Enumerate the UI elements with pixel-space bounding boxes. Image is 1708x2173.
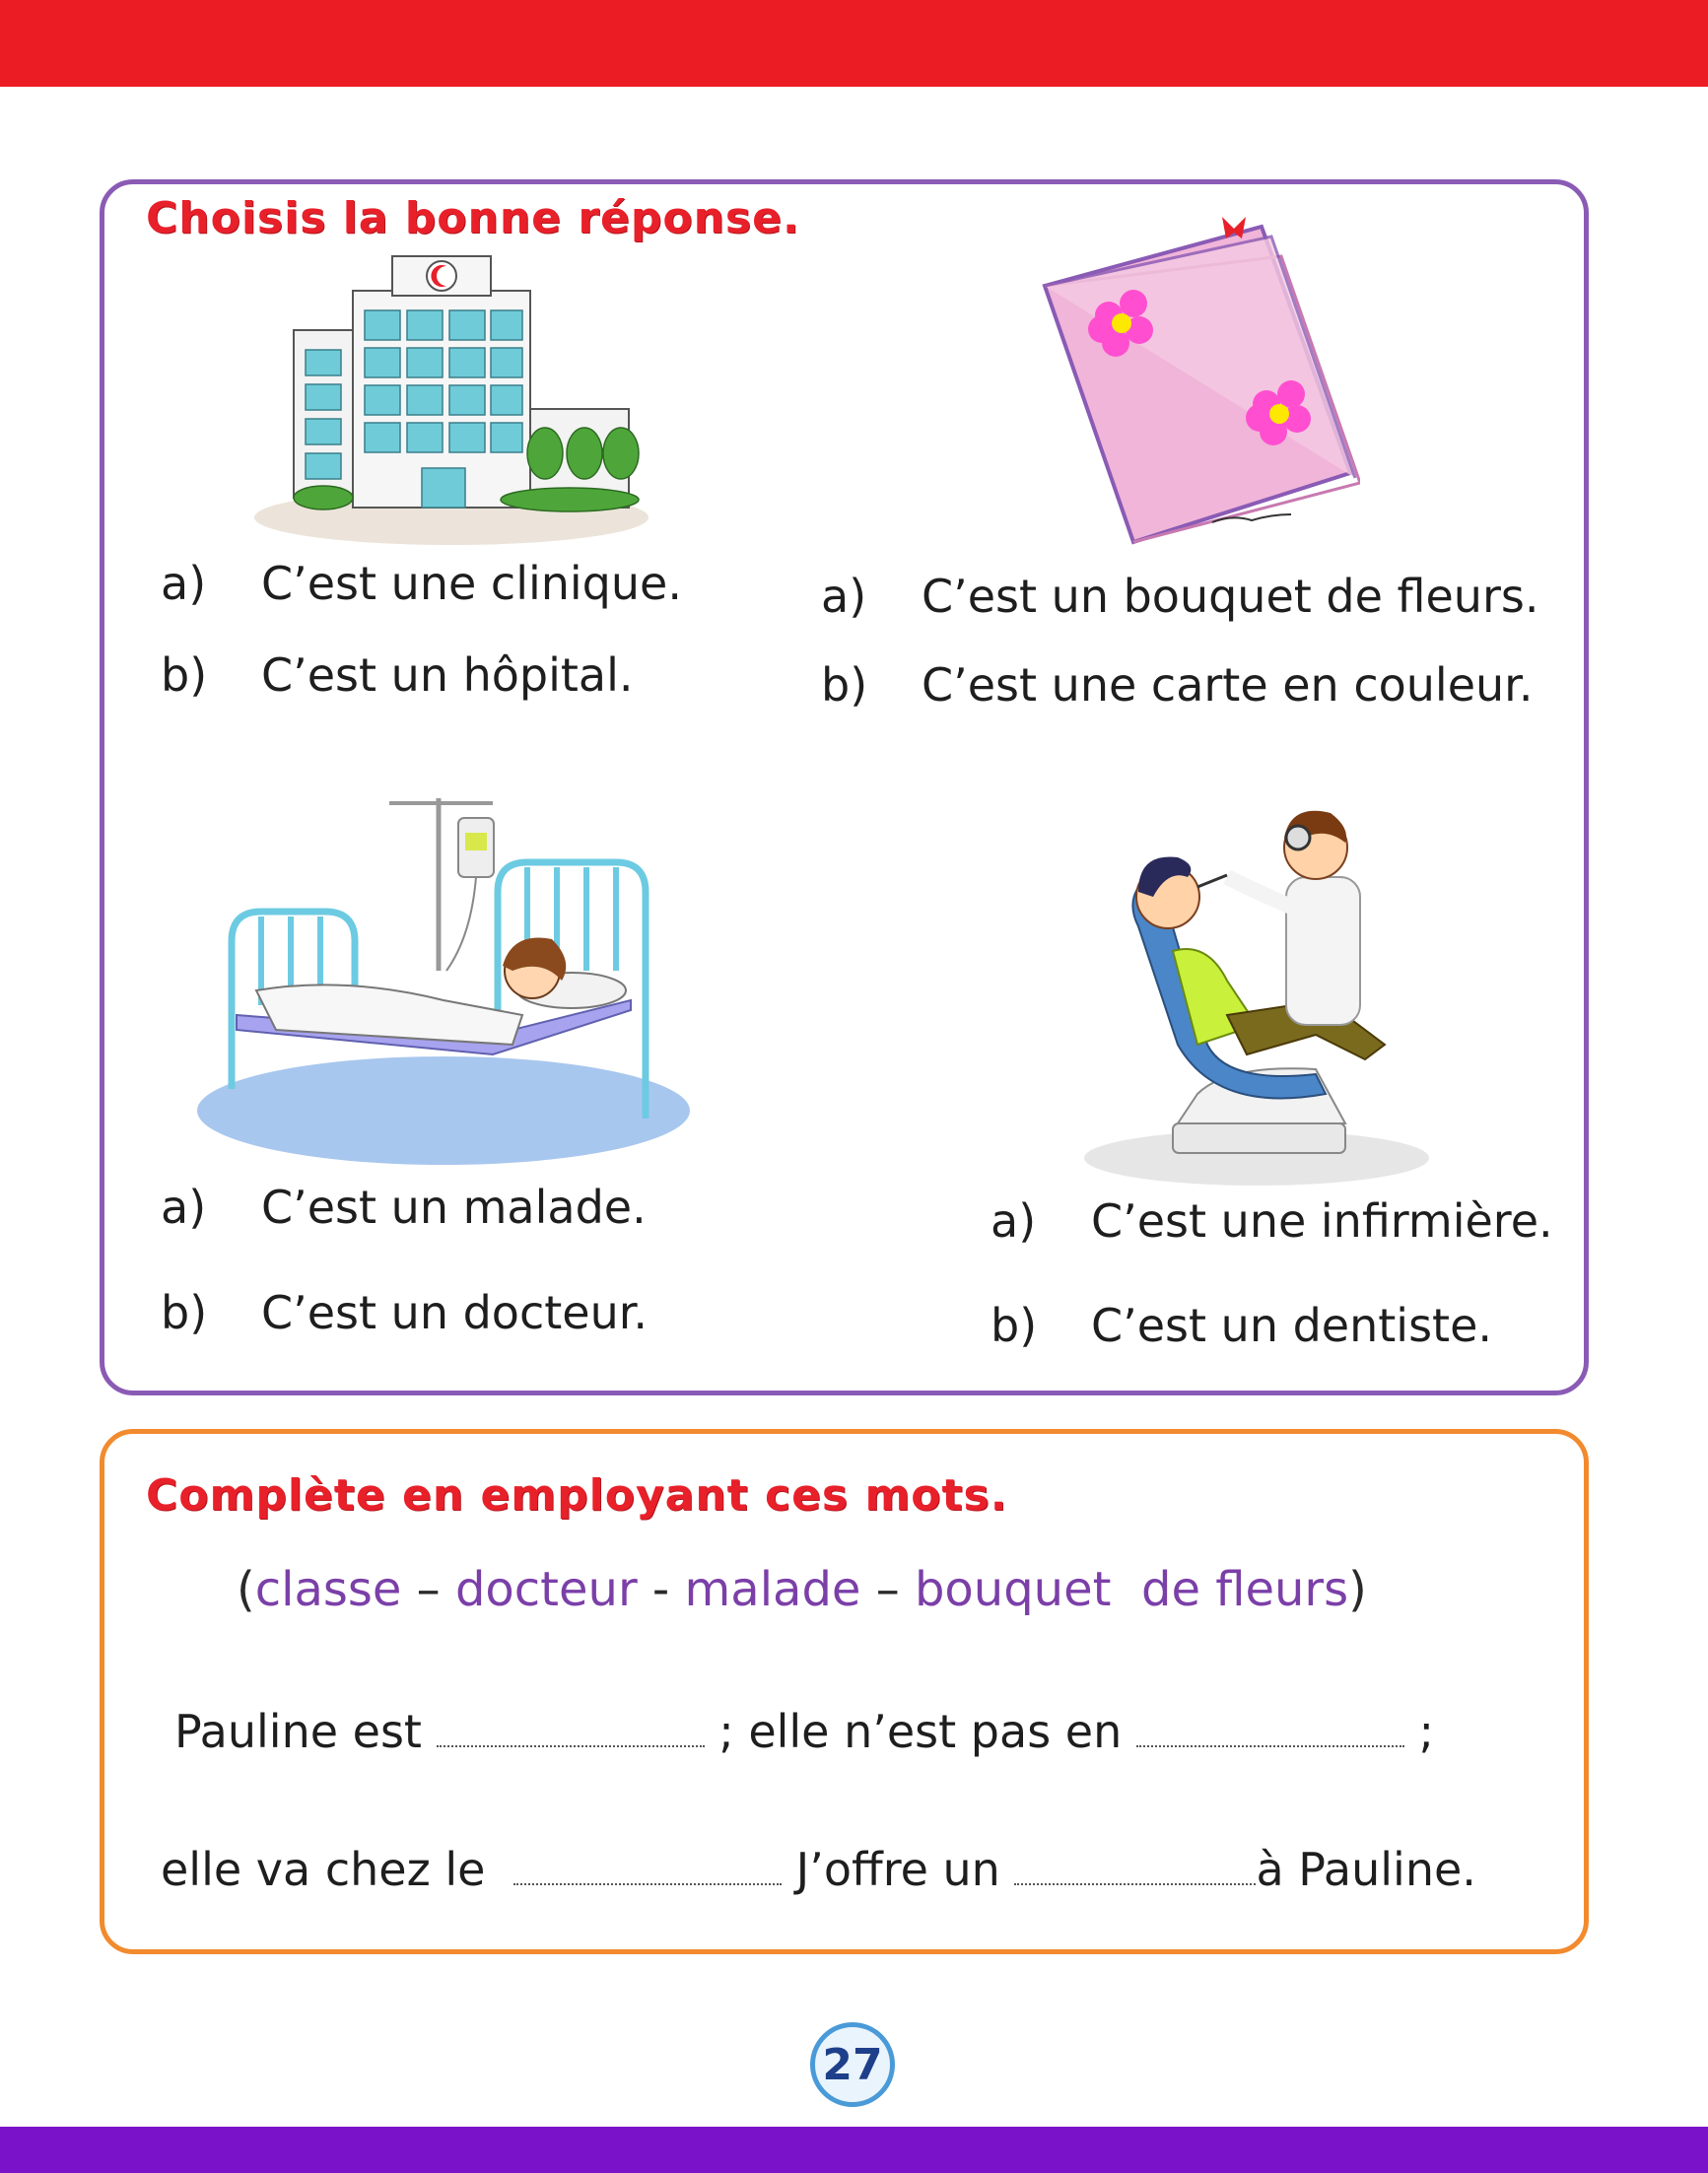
sentence-text: Pauline est [174, 1705, 437, 1758]
option-letter: a) [161, 1181, 207, 1234]
word-docteur: docteur [454, 1562, 638, 1617]
sentence-line-1 [174, 1705, 1434, 1758]
q2-option-b[interactable] [821, 658, 1533, 712]
blank-field-4[interactable] [1014, 1850, 1256, 1885]
hospital-illustration [254, 251, 653, 547]
page-number: 27 [810, 2022, 895, 2107]
dentist-illustration [1079, 798, 1434, 1188]
top-color-bar [0, 0, 1708, 87]
sentence-line-2 [161, 1843, 1476, 1896]
option-letter: a) [991, 1194, 1037, 1248]
exercise-1-heading: Choisis la bonne réponse. [146, 193, 800, 243]
option-text: C’est une carte en couleur. [922, 658, 1534, 712]
option-text: C’est un dentiste. [1091, 1299, 1492, 1352]
option-letter: b) [821, 658, 868, 712]
sentence-text: ; elle n’est pas en [704, 1705, 1136, 1758]
word-sep: – [401, 1562, 455, 1617]
sentence-text: elle va chez le [161, 1843, 501, 1896]
option-letter: a) [161, 557, 207, 610]
option-text: C’est une infirmière. [1091, 1194, 1553, 1248]
exercise-2-heading: Complète en employant ces mots. [146, 1470, 1008, 1521]
sentence-text: ; [1403, 1705, 1434, 1758]
option-letter: b) [991, 1299, 1038, 1352]
option-text: C’est un bouquet de fleurs. [922, 570, 1539, 623]
patient-bed-illustration [197, 793, 695, 1168]
blank-field-2[interactable] [1136, 1712, 1404, 1747]
q3-option-a[interactable] [161, 1181, 647, 1234]
sentence-text: à Pauline. [1256, 1843, 1476, 1896]
q1-option-b[interactable] [161, 648, 634, 702]
word-bank [237, 1562, 1367, 1617]
word-bank-open: ( [237, 1562, 255, 1617]
q1-option-a[interactable] [161, 557, 682, 610]
q4-option-b[interactable] [991, 1299, 1492, 1352]
option-letter: b) [161, 648, 208, 702]
sentence-text: J’offre un [782, 1843, 1015, 1896]
word-bank-close: ) [1348, 1562, 1367, 1617]
word-sep: – [860, 1562, 915, 1617]
word-bouquet-de-fleurs: bouquet de fleurs [914, 1562, 1349, 1617]
option-text: C’est un hôpital. [261, 648, 634, 702]
option-text: C’est un malade. [261, 1181, 647, 1234]
word-classe: classe [254, 1562, 402, 1617]
q2-option-a[interactable] [821, 570, 1538, 623]
word-sep: - [637, 1562, 685, 1617]
word-malade: malade [684, 1562, 861, 1617]
option-letter: a) [821, 570, 867, 623]
option-text: C’est un docteur. [261, 1286, 649, 1339]
q3-option-b[interactable] [161, 1286, 648, 1339]
blank-field-1[interactable] [437, 1712, 705, 1747]
q4-option-a[interactable] [991, 1194, 1553, 1248]
greeting-card-illustration [1035, 207, 1360, 562]
bottom-color-bar [0, 2127, 1708, 2173]
option-letter: b) [161, 1286, 208, 1339]
option-text: C’est une clinique. [261, 557, 682, 610]
blank-field-3[interactable] [513, 1850, 782, 1885]
